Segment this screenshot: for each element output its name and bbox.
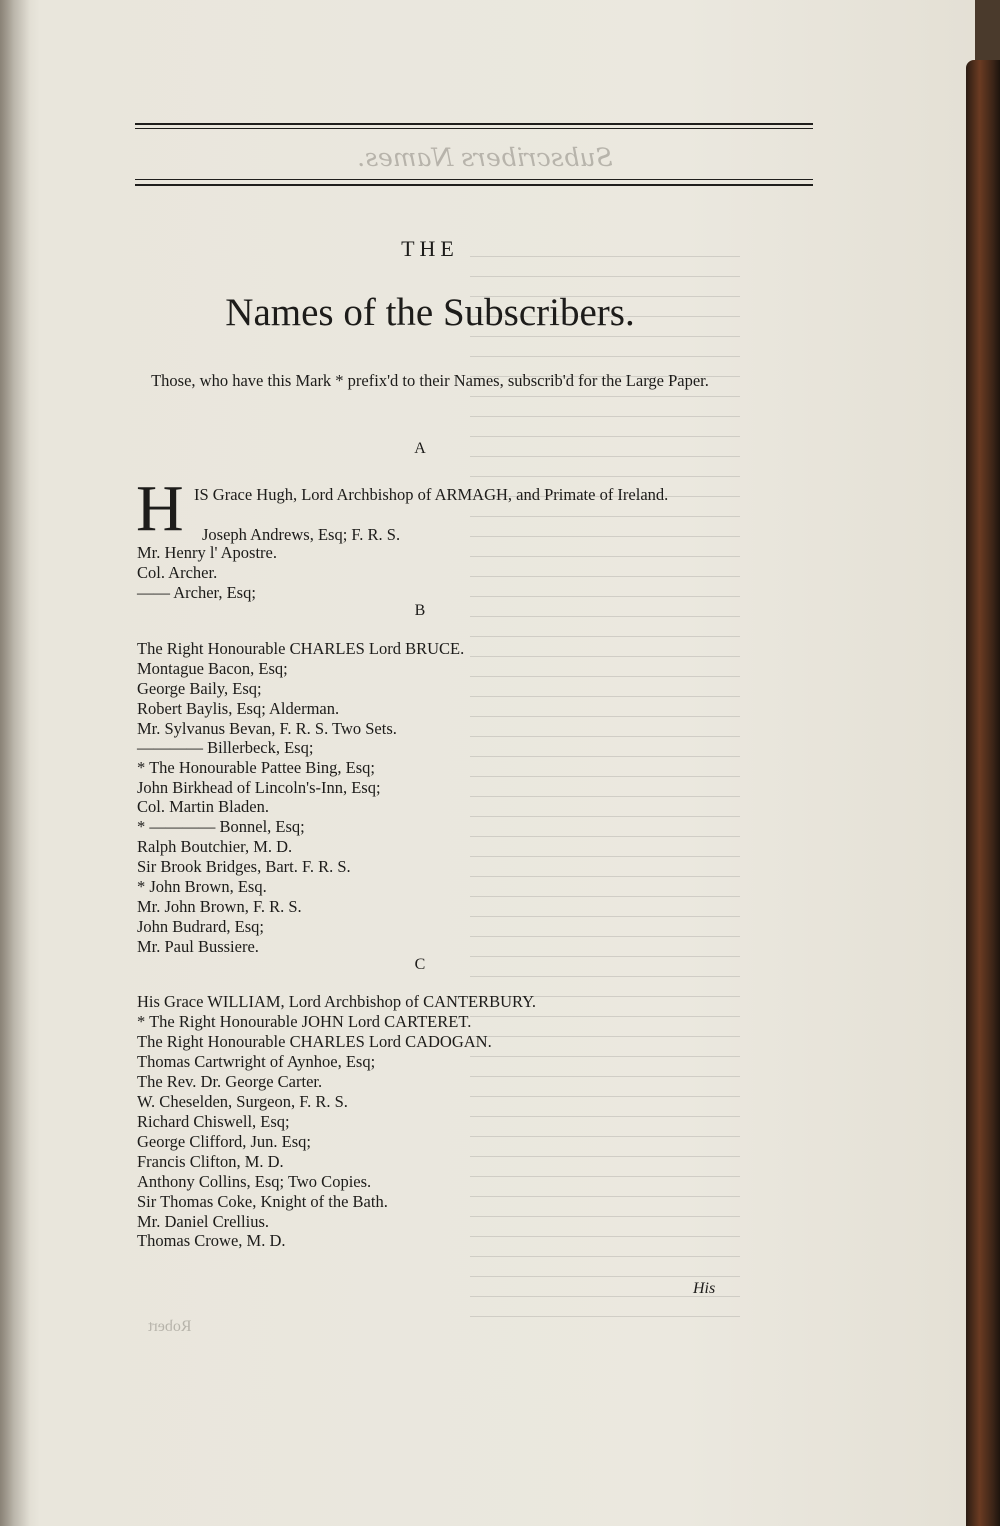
entry-b-14: Mr. John Brown, F. R. S. — [137, 897, 302, 916]
entry-c-9: Francis Clifton, M. D. — [137, 1152, 284, 1171]
drop-cap: H — [136, 472, 184, 545]
entry-a-4: —— Archer, Esq; — [137, 583, 256, 602]
ghost-header: Subscribers Names. — [357, 143, 613, 172]
ghost-catchword: Robert — [148, 1318, 192, 1335]
entry-c-5: The Rev. Dr. George Carter. — [137, 1072, 323, 1091]
entry-b-10: * ———— Bonnel, Esq; — [137, 817, 305, 836]
entry-b-16: Mr. Paul Bussiere. — [137, 937, 259, 956]
top-rule-3 — [135, 179, 813, 180]
entry-c-1: His Grace WILLIAM, Lord Archbishop of CANTERBURY. — [137, 992, 537, 1011]
entry-c-12: Mr. Daniel Crellius. — [137, 1212, 269, 1231]
show-through-text — [470, 250, 740, 1330]
entry-c-7: Richard Chiswell, Esq; — [137, 1112, 290, 1131]
entry-b-9: Col. Martin Bladen. — [137, 797, 269, 816]
section-letter-a: A — [414, 440, 426, 457]
entry-b-12: Sir Brook Bridges, Bart. F. R. S. — [137, 857, 351, 876]
section-letter-b: B — [414, 602, 426, 619]
catchword: His — [693, 1280, 716, 1297]
entry-b-15: John Budrard, Esq; — [137, 917, 264, 936]
top-rule-4 — [135, 184, 813, 186]
entry-c-6: W. Cheselden, Surgeon, F. R. S. — [137, 1092, 348, 1111]
section-letter-c: C — [414, 956, 426, 973]
title-the: THE — [401, 236, 459, 261]
entry-c-4: Thomas Cartwright of Aynhoe, Esq; — [137, 1052, 376, 1071]
spine-shadow — [0, 0, 30, 1526]
entry-c-10: Anthony Collins, Esq; Two Copies. — [137, 1172, 372, 1191]
entry-b-2: Montague Bacon, Esq; — [137, 659, 288, 678]
entry-b-6: ———— Billerbeck, Esq; — [137, 738, 314, 757]
entry-a-3: Col. Archer. — [137, 563, 218, 582]
entry-b-7: * The Honourable Pattee Bing, Esq; — [137, 758, 375, 777]
entry-b-5: Mr. Sylvanus Bevan, F. R. S. Two Sets. — [137, 719, 397, 738]
entry-b-4: Robert Baylis, Esq; Alderman. — [137, 699, 340, 718]
entry-b-11: Ralph Boutchier, M. D. — [137, 837, 293, 856]
entry-c-8: George Clifford, Jun. Esq; — [137, 1132, 311, 1151]
entry-c-13: Thomas Crowe, M. D. — [137, 1231, 286, 1250]
entry-c-2: * The Right Honourable JOHN Lord CARTERET. — [137, 1012, 472, 1031]
subscriber-note: Those, who have this Mark * prefix'd to their Names, subscrib'd for the Large Paper. — [151, 371, 709, 390]
page-title: Names of the Subscribers. — [225, 291, 635, 334]
entry-a-1: Joseph Andrews, Esq; F. R. S. — [202, 525, 401, 544]
entry-c-3: The Right Honourable CHARLES Lord CADOGAN. — [137, 1032, 492, 1051]
entry-c-11: Sir Thomas Coke, Knight of the Bath. — [137, 1192, 388, 1211]
book-binding — [966, 60, 1000, 1526]
entry-b-8: John Birkhead of Lincoln's-Inn, Esq; — [137, 778, 381, 797]
top-rule-2 — [135, 128, 813, 129]
first-entry: IS Grace Hugh, Lord Archbishop of ARMAGH, and Primate of Ireland. — [194, 485, 669, 504]
top-rule-1 — [135, 123, 813, 125]
entry-b-3: George Baily, Esq; — [137, 679, 262, 698]
entry-a-2: Mr. Henry l' Apostre. — [137, 543, 278, 562]
entry-b-1: The Right Honourable CHARLES Lord BRUCE. — [137, 639, 465, 658]
entry-b-13: * John Brown, Esq. — [137, 877, 267, 896]
